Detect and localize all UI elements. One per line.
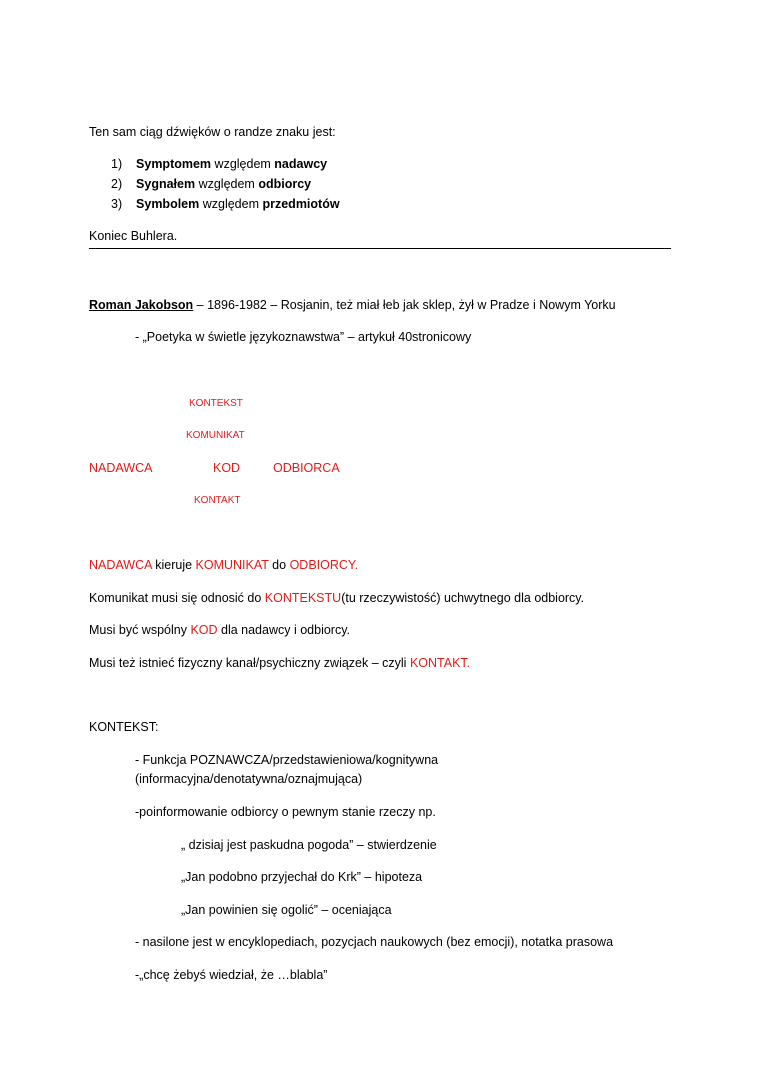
term-odbiorcy: ODBIORCY. (289, 558, 359, 572)
example-3: „Jan powinien się ogolić” – oceniająca (181, 903, 392, 917)
intro-text: Ten sam ciąg dźwięków o randze znaku jest: (89, 125, 336, 139)
term-kontekstu: KONTEKSTU (264, 591, 342, 605)
jakobson-line (89, 297, 616, 313)
term-nadawca: NADAWCA (89, 558, 152, 572)
end-buhler: Koniec Buhlera. (89, 229, 178, 243)
list-number: 3) (111, 197, 123, 211)
function-line-2: (informacyjna/denotatywna/oznajmująca) (135, 772, 363, 786)
diagram-komunikat: KOMUNIKAT (186, 430, 245, 441)
kontekst-heading: KONTEKST: (89, 720, 159, 734)
example-1: „ dzisiaj jest paskudna pogoda” – stwierdzenie (181, 838, 437, 852)
paragraph-3 (89, 622, 350, 638)
list-term: Sygnałem (136, 177, 196, 191)
list-term: Symptomem (136, 157, 212, 171)
list-target: przedmiotów (262, 197, 340, 211)
list-item (111, 196, 340, 212)
list-number: 2) (111, 177, 123, 191)
paragraph-2 (89, 590, 584, 606)
nasilone-line: - nasilone jest w encyklopediach, pozycjach naukowych (bez emocji), notatka prasowa (135, 935, 614, 949)
jakobson-name: Roman Jakobson (89, 298, 194, 312)
paragraph-4 (89, 655, 470, 671)
list-target: odbiorcy (258, 177, 312, 191)
text: Musi też istnieć fizyczny kanał/psychiczny związek – czyli (89, 656, 410, 670)
list-target: nadawcy (274, 157, 328, 171)
text: do (268, 558, 290, 572)
list-mid: względem (195, 177, 259, 191)
list-item (111, 176, 311, 192)
function-line-1: - Funkcja POZNAWCZA/przedstawieniowa/kognitywna (135, 753, 439, 767)
term-kod: KOD (190, 623, 218, 637)
text: dla nadawcy i odbiorcy. (217, 623, 351, 637)
horizontal-rule (89, 248, 671, 249)
list-number: 1) (111, 157, 123, 171)
diagram-nadawca: NADAWCA (89, 461, 153, 475)
list-mid: względem (199, 197, 263, 211)
jakobson-bio: – 1896-1982 – Rosjanin, też miał łeb jak sklep, żył w Pradze i Nowym Yorku (193, 298, 616, 312)
term-komunikat: KOMUNIKAT (195, 558, 269, 572)
diagram-kontekst: KONTEKST (189, 398, 243, 409)
list-term: Symbolem (136, 197, 200, 211)
term-kontakt: KONTAKT. (409, 656, 471, 670)
diagram-kontakt: KONTAKT (194, 495, 241, 506)
diagram-odbiorca: ODBIORCA (273, 461, 340, 475)
paragraph-1 (89, 557, 358, 573)
list-mid: względem (211, 157, 275, 171)
poinformowanie-line: -poinformowanie odbiorcy o pewnym stanie rzeczy np. (135, 805, 436, 819)
example-2: „Jan podobno przyjechał do Krk” – hipoteza (181, 870, 423, 884)
chce-line: -„chcę żebyś wiedział, że …blabla” (135, 968, 328, 982)
text: (tu rzeczywistość) uchwytnego dla odbiorcy. (341, 591, 585, 605)
diagram-kod: KOD (213, 461, 241, 475)
text: kieruje (151, 558, 196, 572)
jakobson-article: - „Poetyka w świetle językoznawstwa” – artykuł 40stronicowy (135, 330, 472, 344)
text: Musi być wspólny (89, 623, 191, 637)
text: Komunikat musi się odnosić do (89, 591, 265, 605)
list-item (111, 156, 327, 172)
